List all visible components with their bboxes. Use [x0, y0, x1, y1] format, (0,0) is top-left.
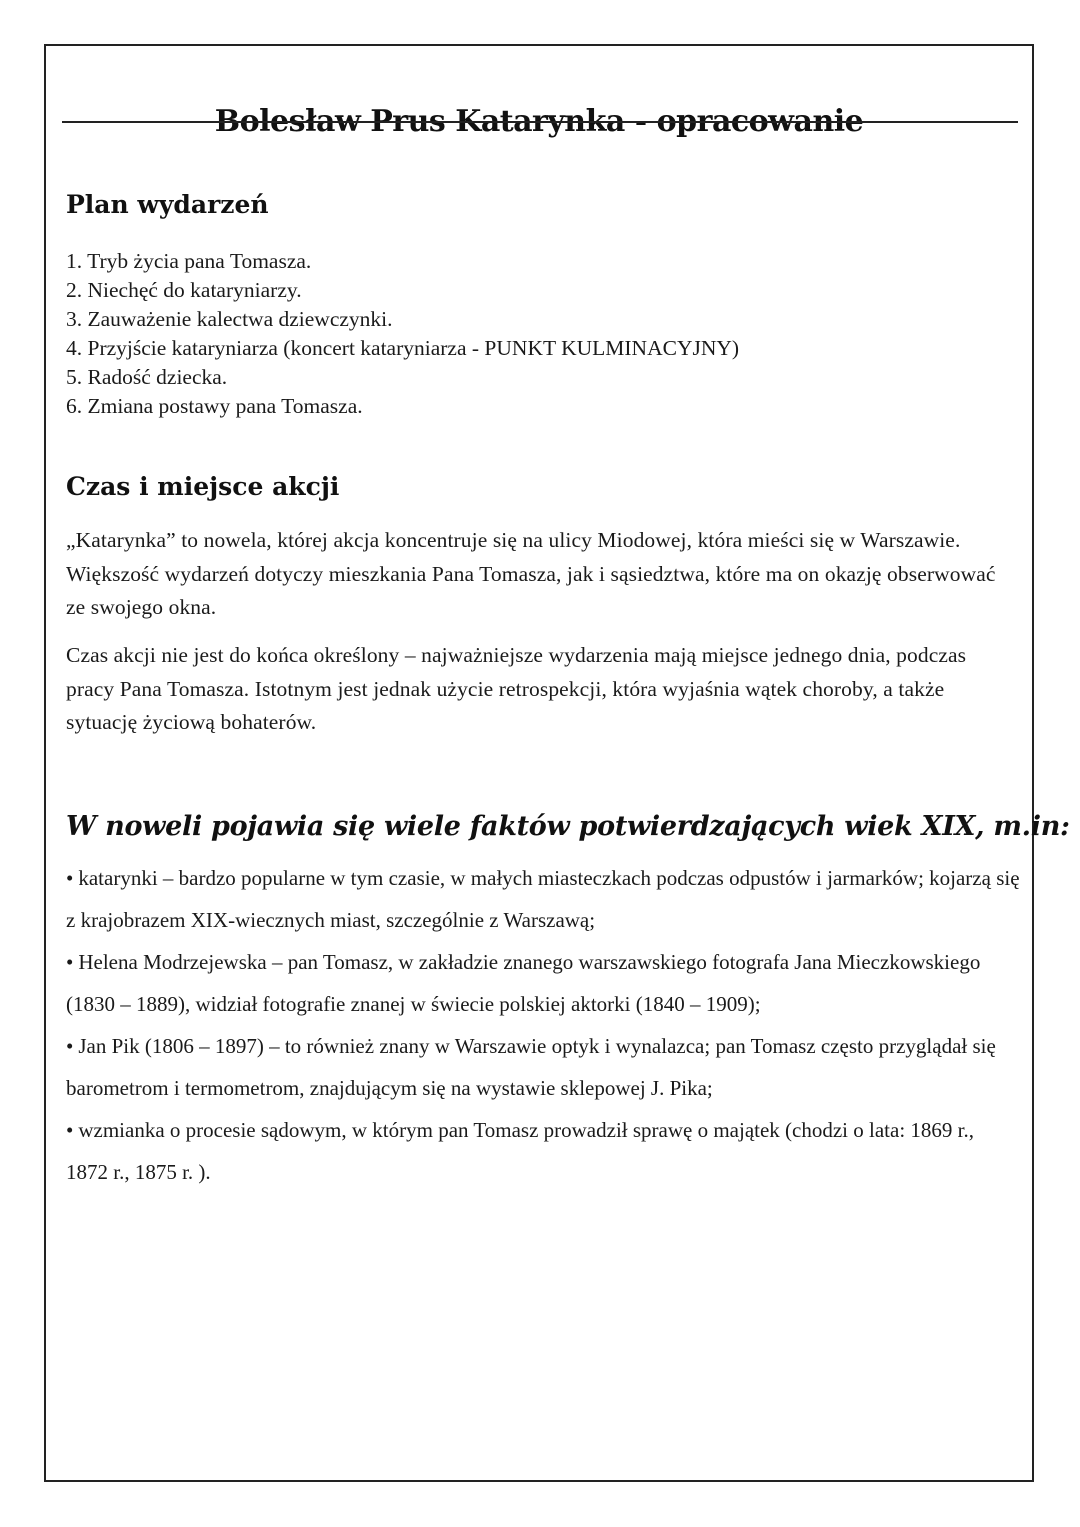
document-title: Bolesław Prus Katarynka - opracowanie [214, 104, 864, 140]
list-item: 6. Zmiana postawy pana Tomasza. [66, 394, 363, 418]
bullet-icon: • [66, 950, 74, 974]
bullet-icon: • [66, 1034, 74, 1058]
fact-text: katarynki – bardzo popularne w tym czasie, w małych miasteczkach podczas odpustów i jarmarków; kojarzą się z krajobrazem XIX-wiecznych miast, szczególnie z Warszawą; [66, 866, 1020, 932]
list-item [66, 1025, 1020, 1109]
bullet-icon: • [66, 866, 74, 890]
list-item [66, 1109, 1020, 1193]
list-item [66, 857, 1020, 941]
fact-text: Helena Modrzejewska – pan Tomasz, w zakładzie znanego warszawskiego fotografa Jana Mieczkowskiego (1830 – 1889), widział fotografie znanej w świecie polskiej aktorki (1840 – 1909); [66, 950, 981, 1016]
facts-heading: W noweli pojawia się wiele faktów potwierdzających wiek XIX, m.in: [66, 811, 1070, 842]
bullet-icon: • [66, 1118, 74, 1142]
plan-list [66, 247, 739, 421]
title-underline [62, 121, 1018, 123]
czas-paragraph: „Katarynka” to nowela, której akcja koncentruje się na ulicy Miodowej, która mieści się w Warszawie. Większość wydarzeń dotyczy mieszkania Pana Tomasza, jak i sąsiedztwa, które ma on okazję obserwować ze swojego okna. [66, 528, 996, 619]
czas-paragraph: Czas akcji nie jest do końca określony – najważniejsze wydarzenia mają miejsce jednego dnia, podczas pracy Pana Tomasza. Istotnym jest jednak użycie retrospekcji, która wyjaśnia wątek choroby, a także sytuację życiową bohaterów. [66, 643, 967, 734]
list-item: 3. Zauważenie kalectwa dziewczynki. [66, 307, 393, 331]
list-item: 5. Radość dziecka. [66, 365, 228, 389]
plan-heading: Plan wydarzeń [66, 190, 269, 219]
list-item [66, 941, 1020, 1025]
czas-heading: Czas i miejsce akcji [66, 472, 340, 501]
fact-text: wzmianka o procesie sądowym, w którym pan Tomasz prowadził sprawę o majątek (chodzi o lata: 1869 r., 1872 r., 1875 r. ). [66, 1118, 974, 1184]
list-item: 4. Przyjście kataryniarza (koncert kataryniarza - PUNKT KULMINACYJNY) [66, 336, 740, 360]
fact-text: Jan Pik (1806 – 1897) – to również znany w Warszawie optyk i wynalazca; pan Tomasz często przyglądał się barometrom i termometrom, znajdującym się na wystawie sklepowej J. Pika; [66, 1034, 996, 1100]
facts-list [66, 857, 1020, 1193]
list-item: 2. Niechęć do kataryniarzy. [66, 278, 302, 302]
list-item: 1. Tryb życia pana Tomasza. [66, 249, 312, 273]
